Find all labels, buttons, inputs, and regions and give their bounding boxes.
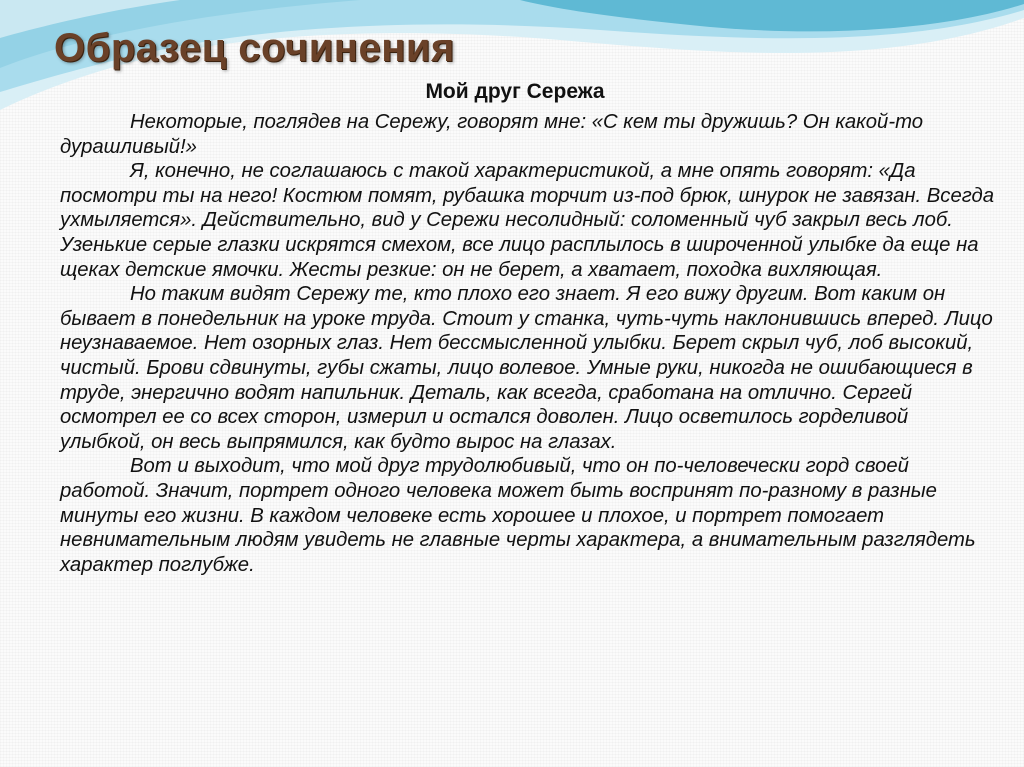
essay-title: Мой друг Сережа — [425, 80, 605, 103]
essay-paragraph: Но таким видят Сережу те, кто плохо его знает. Я его вижу другим. Вот каким он бывает в понедельник на уроке труда. Стоит у станка, чуть-чуть наклонившись вперед. Лицо неузнаваемое. Нет озорных глаз. Нет бессмысленной улыбки. Берет скрыл чуб, лоб высокий, чистый. Брови сдвинуты, губы сжаты, лицо волевое. Умные руки, никогда не ошибающиеся в труде, энергично водят напильник. Деталь, как всегда, сработана на отлично. Сергей осмотрел ее со всех сторон, измерил и остался доволен. Лицо осветилось горделивой улыбкой, он весь выпрямился, как будто вырос на глазах. — [60, 283, 993, 453]
essay-paragraph: Вот и выходит, что мой друг трудолюбивый, что он по-человечески горд своей работой. Значит, портрет одного человека может быть воспринят по-разному в разные минуты его жизни. В каждом человеке есть хорошее и плохое, и портрет помогает невнимательным людям увидеть не главные черты характера, а внимательным разглядеть характер поглубже. — [60, 455, 976, 576]
slide-title: Образец сочинения — [54, 26, 455, 70]
essay-paragraph: Некоторые, поглядев на Сережу, говорят мне: «С кем ты дружишь? Он какой-то дурашливый!» — [60, 111, 924, 158]
essay-body — [60, 110, 995, 577]
essay-paragraph: Я, конечно, не соглашаюсь с такой характеристикой, а мне опять говорят: «Да посмотри ты на него! Костюм помят, рубашка торчит из-под брюк, шнурок не завязан. Всегда ухмыляется». Действительно, вид у Сережи несолидный: соломенный чуб закрыл весь лоб. Узенькие серые глазки искрятся смехом, все лицо расплылось в широченной улыбке да еще на щеках детские ямочки. Жесты резкие: он не берет, а хватает, походка вихляющая. — [60, 160, 994, 281]
